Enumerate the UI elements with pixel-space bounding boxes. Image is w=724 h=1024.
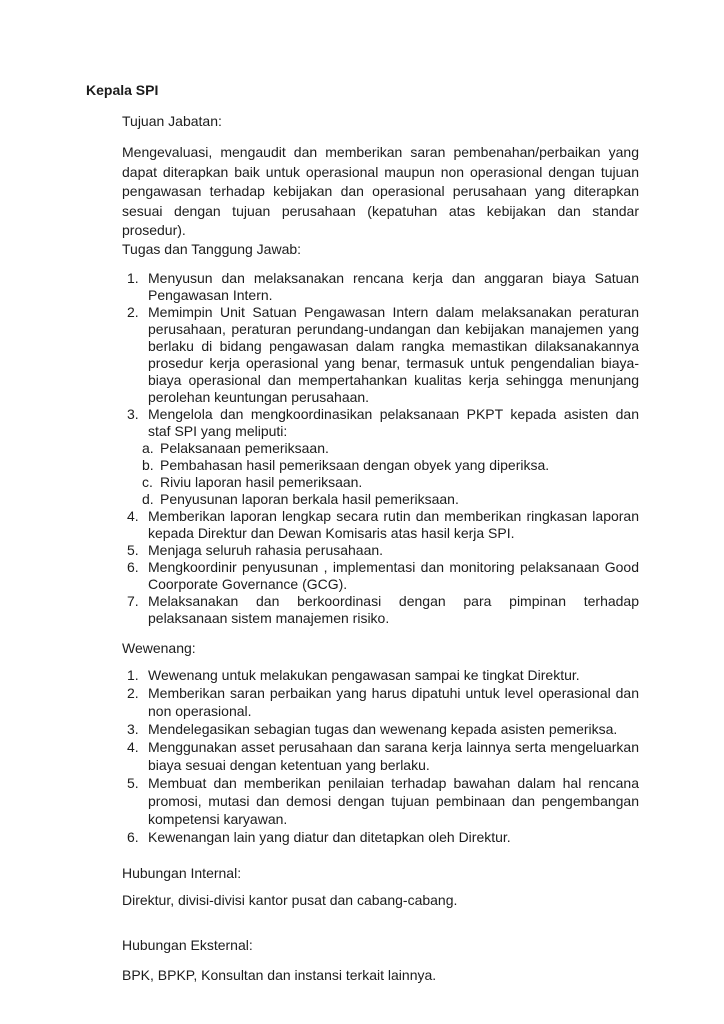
list-item-text: Membuat dan memberikan penilaian terhadap bawahan dalam hal rencana promosi, mutasi dan demosi dengan tujuan pembinaan dan pengembangan kompetensi karyawan. — [148, 775, 639, 827]
list-item — [122, 593, 639, 627]
list-item-marker: 2. — [127, 685, 139, 701]
list-item-text: Kewenangan lain yang diatur dan ditetapkan oleh Direktur. — [148, 829, 511, 845]
list-item — [122, 684, 639, 720]
list-item-marker: 1. — [127, 270, 139, 286]
list-item — [122, 720, 639, 738]
section-label-hubungan-eksternal: Hubungan Eksternal: — [122, 937, 253, 953]
list-item-marker: b. — [142, 457, 154, 473]
section-label-tujuan-jabatan: Tujuan Jabatan: — [122, 113, 222, 129]
list-item-marker: 2. — [127, 304, 139, 320]
list-item-text: Menggunakan asset perusahaan dan sarana kerja lainnya serta mengeluarkan biaya sesuai dengan ketentuan yang berlaku. — [148, 739, 639, 773]
sub-list-item — [122, 440, 639, 457]
sub-list-item — [122, 457, 639, 474]
tujuan-jabatan-paragraph: Mengevaluasi, mengaudit dan memberikan saran pembenahan/perbaikan yang dapat diterapkan baik untuk operasional maupun non operasional dengan tujuan pengawasan terhadap kebijakan dan operasional perusahaan yang diterapkan sesuai dengan tujuan perusahaan (kepatuhan atas kebijakan dan standar prosedur). — [122, 144, 639, 238]
list-item-marker: 6. — [127, 829, 139, 845]
list-item-text: Wewenang untuk melakukan pengawasan sampai ke tingkat Direktur. — [148, 667, 580, 683]
list-item-text: Penyusunan laporan berkala hasil pemeriksaan. — [160, 491, 459, 507]
list-item-text: Memimpin Unit Satuan Pengawasan Intern dalam melaksanakan peraturan perusahaan, peraturan perundang-undangan dan kebijakan manajemen yang berlaku di bidang pengawasan dalam rangka memastikan dilaksanakannya prosedur kerja operasional yang benar, termasuk untuk pengendalian biaya-biaya operasional dan mempertahankan kualitas kerja sehingga menunjang perolehan keuntungan perusahaan. — [148, 304, 639, 405]
list-item-marker: d. — [142, 491, 154, 507]
section-label-tugas-tanggung-jawab: Tugas dan Tanggung Jawab: — [122, 241, 302, 257]
list-item-marker: 3. — [127, 406, 139, 422]
list-item-text: Mengelola dan mengkoordinasikan pelaksanaan PKPT kepada asisten dan staf SPI yang meliputi: — [148, 406, 639, 439]
list-item — [122, 270, 639, 304]
list-item-text: Menjaga seluruh rahasia perusahaan. — [148, 542, 384, 558]
list-item — [122, 666, 639, 684]
section-label-wewenang: Wewenang: — [122, 640, 196, 656]
list-item — [122, 406, 639, 440]
section-label-hubungan-internal: Hubungan Internal: — [122, 865, 242, 881]
list-item-marker: a. — [142, 440, 154, 456]
list-item-marker: 7. — [127, 593, 139, 609]
hubungan-internal-text: Direktur, divisi-divisi kantor pusat dan cabang-cabang. — [122, 892, 458, 908]
list-item-marker: 1. — [127, 667, 139, 683]
list-item-marker: 4. — [127, 739, 139, 755]
list-item-text: Melaksanakan dan berkoordinasi dengan para pimpinan terhadap pelaksanaan sistem manajemen risiko. — [148, 593, 639, 626]
wewenang-list — [122, 666, 639, 846]
tugas-list — [122, 270, 639, 627]
list-item-text: Mengkoordinir penyusunan , implementasi dan monitoring pelaksanaan Good Coorporate Governance (GCG). — [148, 559, 639, 592]
list-item — [122, 559, 639, 593]
list-item-marker: 4. — [127, 508, 139, 524]
sub-list-item — [122, 491, 639, 508]
list-item-marker: 5. — [127, 775, 139, 791]
list-item-text: Riviu laporan hasil pemeriksaan. — [160, 474, 363, 490]
list-item-text: Menyusun dan melaksanakan rencana kerja dan anggaran biaya Satuan Pengawasan Intern. — [148, 270, 639, 303]
list-item-text: Mendelegasikan sebagian tugas dan wewenang kepada asisten pemeriksa. — [148, 721, 618, 737]
list-item — [122, 508, 639, 542]
sub-list-item — [122, 474, 639, 491]
list-item-marker: 3. — [127, 721, 139, 737]
list-item-text: Memberikan laporan lengkap secara rutin dan memberikan ringkasan laporan kepada Direktur dan Dewan Komisaris atas hasil kerja SPI. — [148, 508, 639, 541]
list-item-text: Pelaksanaan pemeriksaan. — [160, 440, 329, 456]
list-item-text: Pembahasan hasil pemeriksaan dengan obyek yang diperiksa. — [160, 457, 550, 473]
list-item — [122, 542, 639, 559]
list-item-marker: 5. — [127, 542, 139, 558]
list-item — [122, 738, 639, 774]
list-item-marker: c. — [142, 474, 153, 490]
document-title: Kepala SPI — [86, 82, 159, 98]
list-item-text: Memberikan saran perbaikan yang harus dipatuhi untuk level operasional dan non operasional. — [148, 685, 639, 719]
list-item — [122, 774, 639, 828]
hubungan-eksternal-text: BPK, BPKP, Konsultan dan instansi terkait lainnya. — [122, 967, 437, 983]
list-item-marker: 6. — [127, 559, 139, 575]
list-item — [122, 304, 639, 406]
list-item — [122, 828, 639, 846]
